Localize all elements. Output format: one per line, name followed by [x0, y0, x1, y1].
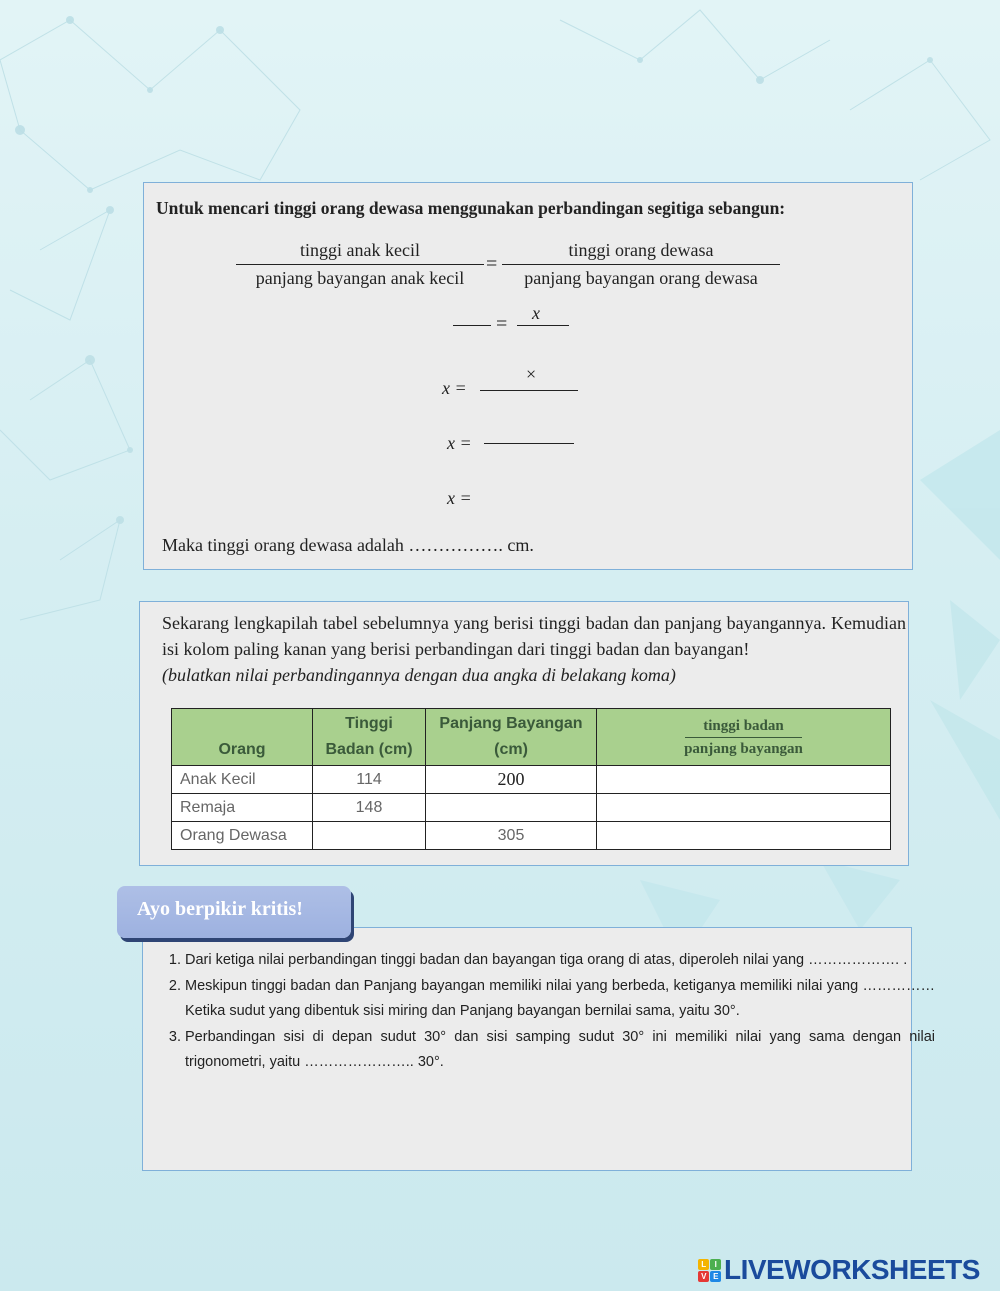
- formula-box: [143, 182, 913, 570]
- header-panjang-line1: Panjang Bayangan: [439, 715, 583, 732]
- logo-letter-e: E: [710, 1271, 721, 1282]
- cell-tinggi: 114: [313, 766, 426, 794]
- fraction-left-denominator: panjang bayangan anak kecil: [255, 268, 465, 288]
- cell-tinggi-input[interactable]: [313, 822, 426, 850]
- step2-fraction-line: [480, 390, 578, 391]
- critical-thinking-badge: Ayo berpikir kritis!: [117, 886, 351, 938]
- header-orang: Orang: [172, 709, 313, 766]
- logo-letter-i: I: [710, 1259, 721, 1270]
- step1-equals: =: [496, 313, 508, 335]
- step3-lhs: x =: [447, 433, 472, 453]
- header-tinggi: [313, 709, 426, 766]
- conclusion-text: Maka tinggi orang dewasa adalah ……………. cm.: [162, 535, 534, 555]
- question-item: 2. Meskipun tinggi badan dan Panjang bayangan memiliki nilai yang berbeda, ketiganya memiliki nilai yang …………… Ketika sudut yang dibentuk sisi miring dan Panjang bayangan bernilai sama, yaitu 30°.: [185, 974, 935, 1025]
- header-panjang-line2: (cm): [494, 741, 528, 758]
- header-ratio: [597, 709, 891, 766]
- question-item: 1. Dari ketiga nilai perbandingan tinggi badan dan bayangan tiga orang di atas, diperoleh nilai yang ………………. .: [185, 948, 935, 974]
- logo-wordmark: LIVEWORKSHEETS: [724, 1254, 980, 1285]
- question-list: [155, 948, 935, 1076]
- step1-left-fraction-line: [453, 325, 491, 326]
- cell-tinggi: 148: [313, 794, 426, 822]
- table-header-row: [172, 709, 891, 766]
- instructions-note: (bulatkan nilai perbandingannya dengan dua angka di belakang koma): [162, 665, 676, 685]
- ratio-table: [171, 708, 891, 850]
- step2-lhs: x =: [442, 378, 467, 398]
- cell-orang: Orang Dewasa: [172, 822, 313, 850]
- fraction-left: [236, 240, 484, 289]
- header-ratio-denominator: panjang bayangan: [684, 740, 803, 757]
- fraction-right-denominator: panjang bayangan orang dewasa: [524, 268, 758, 288]
- cell-panjang: 305: [426, 822, 597, 850]
- fraction-left-numerator: tinggi anak kecil: [236, 240, 484, 265]
- cell-panjang: 200: [426, 766, 597, 794]
- cell-orang: Anak Kecil: [172, 766, 313, 794]
- liveworksheets-logo[interactable]: [698, 1254, 980, 1286]
- question-item: 3. Perbandingan sisi di depan sudut 30° dan sisi samping sudut 30° ini memiliki nilai yang sama dengan nilai trigonometri, yaitu ………………….. 30°.: [185, 1025, 935, 1076]
- fraction-right-numerator: tinggi orang dewasa: [502, 240, 780, 265]
- step2-times: ×: [526, 364, 537, 384]
- cell-ratio-input[interactable]: [597, 822, 891, 850]
- cell-orang: Remaja: [172, 794, 313, 822]
- formula-heading: Untuk mencari tinggi orang dewasa menggunakan perbandingan segitiga sebangun:: [156, 198, 786, 218]
- table-box: [139, 601, 909, 866]
- step3-fraction-line: [484, 443, 574, 444]
- header-ratio-fraction: [603, 715, 884, 760]
- step1-right-fraction-line: [517, 325, 569, 326]
- table-row: [172, 822, 891, 850]
- step4-lhs: x =: [447, 488, 472, 508]
- formula-equals: =: [486, 253, 498, 275]
- header-ratio-numerator: tinggi badan: [685, 715, 801, 738]
- table-row: [172, 794, 891, 822]
- logo-letter-v: V: [698, 1271, 709, 1282]
- instructions: [162, 610, 906, 688]
- logo-icon: [698, 1259, 721, 1282]
- fraction-right: [502, 240, 780, 289]
- logo-letter-l: L: [698, 1259, 709, 1270]
- table-row: [172, 766, 891, 794]
- critical-thinking-box: [142, 927, 935, 1171]
- header-panjang: [426, 709, 597, 766]
- header-tinggi-line2: Badan (cm): [325, 741, 413, 758]
- instructions-text: Sekarang lengkapilah tabel sebelumnya yang berisi tinggi badan dan panjang bayangannya. Kemudian isi kolom paling kanan yang berisi perbandingan dari tinggi badan dan bayangan!: [162, 613, 906, 659]
- cell-ratio-input[interactable]: [597, 794, 891, 822]
- cell-panjang-input[interactable]: [426, 794, 597, 822]
- cell-ratio-input[interactable]: [597, 766, 891, 794]
- step1-x: x: [532, 303, 540, 323]
- header-tinggi-line1: Tinggi: [345, 715, 393, 732]
